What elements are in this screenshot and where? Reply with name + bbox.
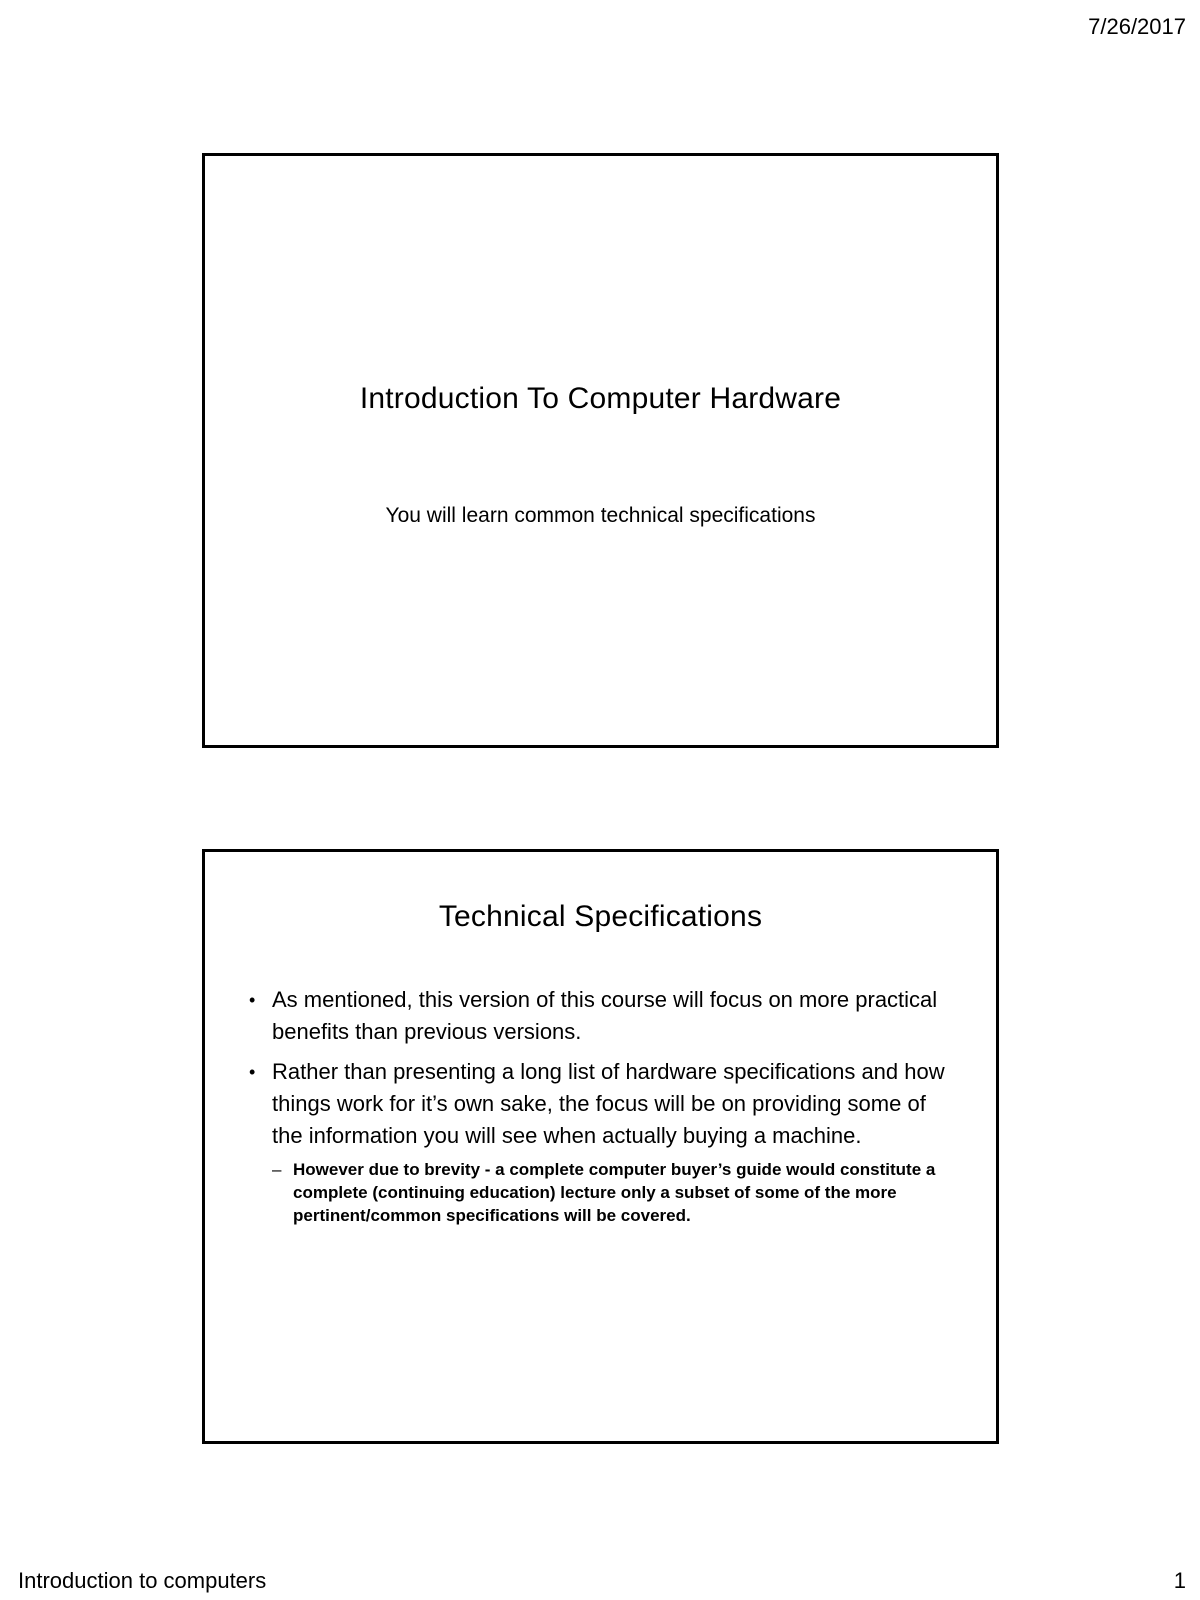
bullet-text: Rather than presenting a long list of hardware specifications and how things work for it’s own sake, the focus will be on providing some of the information you will see when actually buying a machine. bbox=[272, 1059, 945, 1148]
slide-1-title: Introduction To Computer Hardware bbox=[359, 382, 842, 415]
bullet-text: As mentioned, this version of this course will focus on more practical benefits than previous versions. bbox=[272, 987, 938, 1044]
header-date: 7/26/2017 bbox=[1088, 14, 1186, 39]
footer-page-number: 1 bbox=[1173, 1568, 1186, 1593]
bullet-item bbox=[249, 984, 949, 1048]
sub-bullet-marker: – bbox=[272, 1160, 282, 1179]
sub-bullet-item bbox=[249, 1158, 949, 1227]
bullet-marker: • bbox=[249, 990, 256, 1010]
slide-1-subtitle: You will learn common technical specifications bbox=[385, 504, 816, 527]
footer-course-title: Introduction to computers bbox=[18, 1568, 267, 1593]
bullet-item bbox=[249, 1056, 949, 1152]
slide-2-body bbox=[249, 984, 949, 1227]
slide-2-title: Technical Specifications bbox=[438, 900, 763, 933]
bullet-marker: • bbox=[249, 1062, 256, 1082]
sub-bullet-text: However due to brevity - a complete computer buyer’s guide would constitute a complete (continuing education) lecture only a subset of some of the more pertinent/common specifications will be covered. bbox=[293, 1160, 936, 1225]
slide-1 bbox=[202, 153, 999, 748]
slide-2 bbox=[202, 849, 999, 1444]
